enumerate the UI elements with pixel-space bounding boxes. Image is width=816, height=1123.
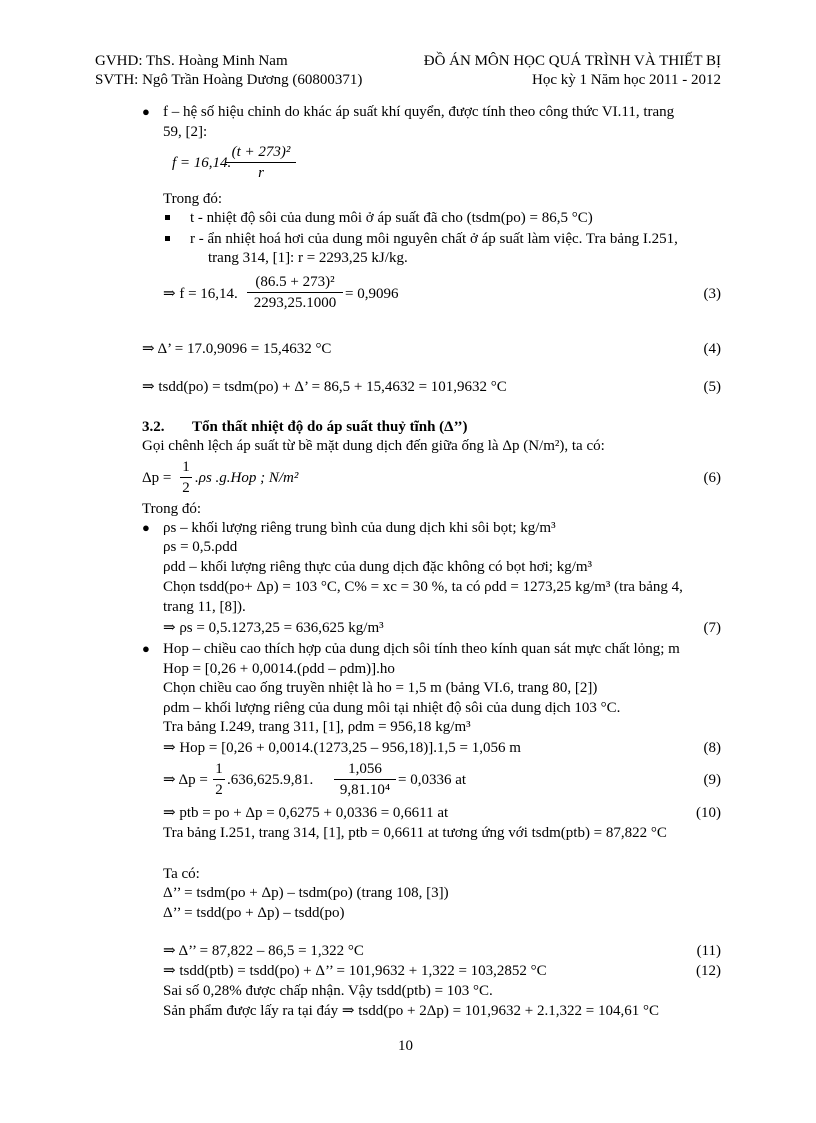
section-number: 3.2. <box>142 419 165 435</box>
section-intro: Gọi chênh lệch áp suất từ bề mặt dung dịch đến giữa ống là Δp (N/m²), ta có: <box>142 438 605 454</box>
eq8: ⇒ Hop = [0,26 + 0,0014.(1273,25 – 956,18)].1,5 = 1,056 m <box>163 740 521 756</box>
eq9-number: (9) <box>703 772 721 788</box>
eq4: ⇒ Δ’ = 17.0,9096 = 15,4632 °C <box>142 341 332 357</box>
eq9-rhs: = 0,0336 at <box>398 772 467 788</box>
eq10: ⇒ ptb = po + Δp = 0,6275 + 0,0336 = 0,6611 at <box>163 805 449 821</box>
eq9-lhs: ⇒ Δp = <box>163 772 208 788</box>
header-course: ĐỒ ÁN MÔN HỌC QUÁ TRÌNH VÀ THIẾT BỊ <box>423 53 721 69</box>
sai-so-note: Sai số 0,28% được chấp nhận. Vậy tsdd(ptb) = 103 °C. <box>163 983 493 999</box>
r-definition: r - ẩn nhiệt hoá hơi của dung môi nguyên chất ở áp suất làm việc. Tra bảng I.251, <box>190 231 678 247</box>
trong-do-label: Trong đó: <box>163 191 223 207</box>
delta2-definition-a: Δ’’ = tsdm(po + Δp) – tsdm(po) (trang 108, [3]) <box>163 885 449 901</box>
eq9-fraction <box>334 760 396 799</box>
eq9-half <box>213 760 225 799</box>
rho-dm-definition: ρdm – khối lượng riêng của dung môi tại nhiệt độ sôi của dung dịch 103 °C. <box>163 700 621 716</box>
rho-s-equation: ρs = 0,5.ρdd <box>163 539 238 555</box>
delta2-definition-b: Δ’’ = tsdd(po + Δp) – tsdd(po) <box>163 905 345 921</box>
eq9-numerator: 1,056 <box>348 761 382 777</box>
rho-s-definition: ρs – khối lượng riêng trung bình của dung dịch khi sôi bọt; kg/m³ <box>163 520 556 536</box>
chon-ho: Chọn chiều cao ống truyền nhiệt là ho = 1,5 m (bảng VI.6, trang 80, [2]) <box>163 680 598 696</box>
chon-rho-dd: Chọn tsdd(po+ Δp) = 103 °C, C% = xc = 30 %, ta có ρdd = 1273,25 kg/m³ (tra bảng 4, <box>163 579 683 595</box>
trong-do-label-2: Trong đó: <box>142 501 202 517</box>
eq5-number: (5) <box>703 379 721 395</box>
section-title: Tổn thất nhiệt độ do áp suất thuỷ tĩnh (Δ’’) <box>192 419 468 435</box>
hop-definition: Hop – chiều cao thích hợp của dung dịch sôi tính theo kính quan sát mực chất lỏng; m <box>163 641 680 657</box>
eq9-middle: .636,625.9,81. <box>227 772 314 788</box>
eq7: ⇒ ρs = 0,5.1273,25 = 636,625 kg/m³ <box>163 620 384 636</box>
eq9-denominator: 9,81.10⁴ <box>339 782 391 798</box>
eq10-number: (10) <box>696 805 721 821</box>
fraction-bar <box>334 779 396 780</box>
eq8-number: (8) <box>703 740 721 756</box>
ta-co-label: Ta có: <box>163 866 200 882</box>
eq9-half-den: 2 <box>215 782 223 798</box>
eq9-half-num: 1 <box>215 761 223 777</box>
tra-bang-rho-dm: Tra bảng I.249, trang 311, [1], ρdm = 956,18 kg/m³ <box>163 719 471 735</box>
fraction-bar <box>213 779 225 780</box>
eq3-fraction <box>247 273 343 312</box>
f-formula-numerator: (t + 273)² <box>231 144 291 160</box>
eq3-denominator: 2293,25.1000 <box>253 295 337 311</box>
header-gvhd: GVHD: ThS. Hoàng Minh Nam <box>95 53 288 69</box>
square-bullet-icon <box>165 215 170 220</box>
eq3-lhs: ⇒ f = 16,14. <box>163 286 238 302</box>
f-formula-lhs: f = 16,14. <box>172 155 232 171</box>
f-formula-fraction <box>226 143 296 182</box>
eq3-number: (3) <box>703 286 721 302</box>
eq12: ⇒ tsdd(ptb) = tsdd(po) + Δ’’ = 101,9632 + 1,322 = 103,2852 °C <box>163 963 547 979</box>
f-formula-denominator: r <box>258 165 264 181</box>
page-number: 10 <box>398 1038 413 1054</box>
eq12-number: (12) <box>696 963 721 979</box>
rho-dd-definition: ρdd – khối lượng riêng thực của dung dịch đặc không có bọt hơi; kg/m³ <box>163 559 593 575</box>
eq3-rhs: = 0,9096 <box>345 286 399 302</box>
f-definition-ref: 59, [2]: <box>163 124 208 140</box>
bullet-icon: ● <box>142 641 150 656</box>
square-bullet-icon <box>165 236 170 241</box>
eq4-number: (4) <box>703 341 721 357</box>
eq6-half-den: 2 <box>182 480 190 496</box>
eq3-numerator: (86.5 + 273)² <box>255 274 335 290</box>
fraction-bar <box>247 292 343 293</box>
bullet-icon: ● <box>142 520 150 535</box>
tra-bang-ptb: Tra bảng I.251, trang 314, [1], ptb = 0,6611 at tương ứng với tsdm(ptb) = 87,822 °C <box>163 825 667 841</box>
eq6-number: (6) <box>703 470 721 486</box>
header-term: Học kỳ 1 Năm học 2011 - 2012 <box>532 72 721 88</box>
eq6-half-num: 1 <box>182 459 190 475</box>
hop-equation: Hop = [0,26 + 0,0014.(ρdd – ρdm)].ho <box>163 661 395 677</box>
eq6-lhs: Δp = <box>142 470 172 486</box>
r-definition-value: trang 314, [1]: r = 2293,25 kJ/kg. <box>208 250 408 266</box>
header-svth: SVTH: Ngô Trần Hoàng Dương (60800371) <box>95 72 363 88</box>
bullet-icon: ● <box>142 104 150 119</box>
eq11-number: (11) <box>696 943 721 959</box>
fraction-bar <box>226 162 296 163</box>
eq6-rhs: .ρs .g.Hop ; N/m² <box>195 470 299 486</box>
fraction-bar <box>180 477 192 478</box>
eq11: ⇒ Δ’’ = 87,822 – 86,5 = 1,322 °C <box>163 943 364 959</box>
f-definition: f – hệ số hiệu chỉnh do khác áp suất khí quyển, được tính theo công thức VI.11, trang <box>163 104 675 120</box>
eq6-half <box>180 458 192 497</box>
t-definition: t - nhiệt độ sôi của dung môi ở áp suất đã cho (tsdm(po) = 86,5 °C) <box>190 210 593 226</box>
chon-rho-dd-ref: trang 11, [8]). <box>163 599 246 615</box>
eq7-number: (7) <box>703 620 721 636</box>
san-pham-note: Sản phẩm được lấy ra tại đáy ⇒ tsdd(po + 2Δp) = 101,9632 + 2.1,322 = 104,61 °C <box>163 1003 659 1019</box>
eq5: ⇒ tsdd(po) = tsdm(po) + Δ’ = 86,5 + 15,4632 = 101,9632 °C <box>142 379 507 395</box>
